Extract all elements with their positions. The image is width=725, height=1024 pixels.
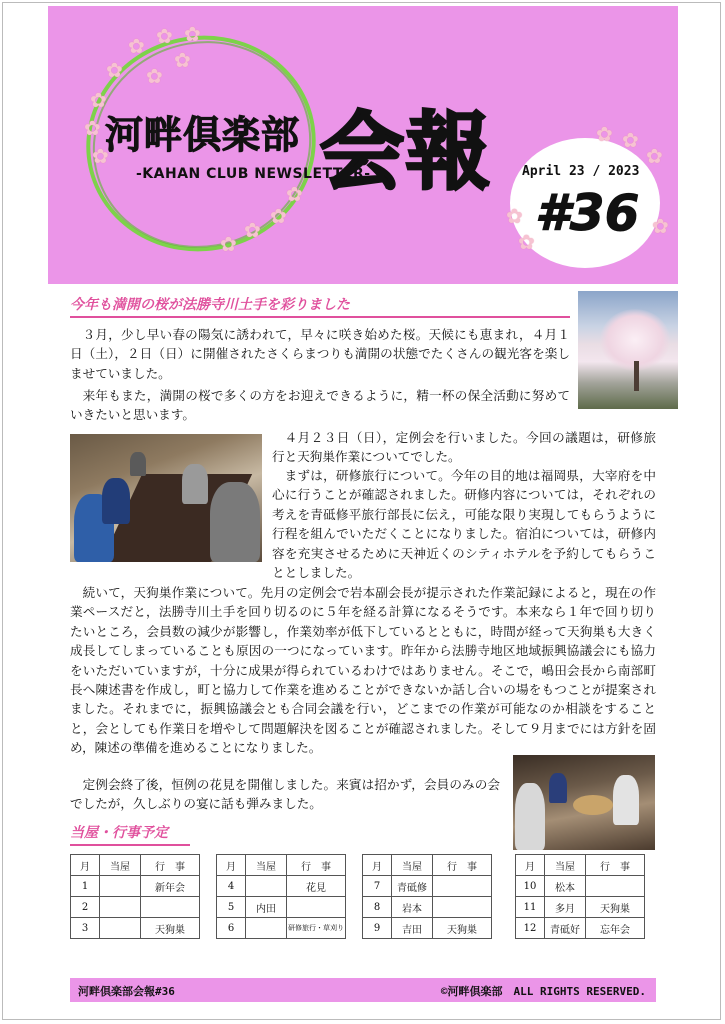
host-cell: 松本	[545, 876, 586, 897]
person-shape	[549, 773, 567, 803]
schedule-title: 当屋・行事予定	[70, 822, 190, 846]
host-cell: 吉田	[392, 918, 433, 939]
article-headline: 今年も満開の桜が法勝寺川土手を彩りました	[70, 294, 570, 318]
blossom-icon: ✿	[518, 230, 535, 254]
blossom-icon: ✿	[286, 182, 303, 206]
event-cell: 研修旅行・草刈り	[287, 918, 346, 939]
paragraph-tengusu: 続いて，天狗巣作業について。先月の定例会で岩本副会長が提示された作業記録によると，現在の作業ペースだと，法勝寺川土手を回り切るのに５年を経る計算になるそうです。本来なら１年で回り切りたいところ，会員数の減少が影響し，作業効率が低下しているとともに，時間が経って天狗巣も大きく成長してしまっていることも原因の一つになっています。昨年から法勝寺地区地域振興協議会にも協力をいただいていますが，十分に成果が得られているわけではありません。そこで，嶋田会長から南部町長へ陳述書を作成し，町と協力して作業を進めることができないか話し合いの場をもつことが提案されました。それまでに，振興協議会とも合同会議を行い，どこまでの作業が可能なのか相談をすることと，会としても作業日を増やして問題解決を図ることが確認されました。そして９月までには方針を固め，陳述の準備を進めることになりました。	[70, 585, 657, 756]
blossom-icon: ✿	[128, 34, 145, 58]
blossom-icon: ✿	[622, 128, 639, 152]
person-shape	[573, 795, 613, 815]
header-event: 行 事	[287, 855, 346, 876]
schedule-row	[217, 897, 346, 918]
header-month: 月	[363, 855, 392, 876]
header-month: 月	[217, 855, 246, 876]
event-cell: 天狗巣	[586, 897, 645, 918]
schedule-header-row	[516, 855, 645, 876]
blossom-icon: ✿	[174, 48, 191, 72]
month-cell: 4	[217, 876, 246, 897]
blossom-icon: ✿	[506, 204, 523, 228]
newsletter-title: 会報	[320, 103, 493, 201]
schedule-row	[516, 918, 645, 939]
blossom-icon: ✿	[90, 88, 107, 112]
schedule-row	[71, 897, 200, 918]
meeting-photo	[70, 434, 262, 562]
person-shape	[102, 478, 130, 524]
schedule-header-row	[217, 855, 346, 876]
month-cell: 2	[71, 897, 100, 918]
header-month: 月	[516, 855, 545, 876]
paragraph-sakura: ３月，少し早い春の陽気に誘われて，早々に咲き始めた桜。天候にも恵まれ，４月１日（土），２日（日）に開催されたさくらまつりも満開の状態でたくさんの観光客を楽しませていました。	[70, 327, 570, 381]
month-cell: 12	[516, 918, 545, 939]
header-host: 当屋	[545, 855, 586, 876]
schedule-table-q1	[70, 854, 200, 939]
month-cell: 5	[217, 897, 246, 918]
month-cell: 3	[71, 918, 100, 939]
footer-issue-label: 河畔倶楽部会報#36	[78, 985, 175, 998]
event-cell: 新年会	[141, 876, 200, 897]
event-cell	[287, 897, 346, 918]
host-cell: 青砥好	[545, 918, 586, 939]
paragraph-hanami: 定例会終了後，恒例の花見を開催しました。来賓は招かず，会員のみの会でしたが，久しぶりの宴に話も弾みました。	[70, 777, 500, 812]
schedule-row	[71, 876, 200, 897]
schedule-header-row	[363, 855, 492, 876]
blossom-icon: ✿	[106, 58, 123, 82]
month-cell: 10	[516, 876, 545, 897]
host-cell	[100, 876, 141, 897]
person-shape	[210, 482, 260, 562]
header-event: 行 事	[586, 855, 645, 876]
blossom-icon: ✿	[220, 232, 237, 256]
blossom-icon: ✿	[244, 218, 261, 242]
event-cell	[433, 876, 492, 897]
hanami-party-photo	[513, 755, 655, 850]
month-cell: 7	[363, 876, 392, 897]
host-cell: 青砥修	[392, 876, 433, 897]
cherry-blossom-photo	[578, 291, 678, 409]
schedule-row	[217, 918, 346, 939]
schedule-header-row	[71, 855, 200, 876]
host-cell	[246, 876, 287, 897]
issue-date: April 23 / 2023	[522, 164, 640, 179]
page-footer	[70, 978, 656, 1002]
person-shape	[515, 783, 545, 850]
schedule-row	[363, 897, 492, 918]
person-shape	[130, 452, 146, 476]
footer-copyright: ©河畔倶楽部 ALL RIGHTS RESERVED.	[440, 985, 646, 998]
header-host: 当屋	[392, 855, 433, 876]
blossom-icon: ✿	[652, 214, 669, 238]
tree-trunk-shape	[634, 361, 639, 391]
blossom-icon: ✿	[84, 116, 101, 140]
schedule-row	[363, 876, 492, 897]
paragraph-next-year: 来年もまた，満開の桜で多くの方をお迎えできるように，精一杯の保全活動に努めていきたいと思います。	[70, 388, 570, 423]
newsletter-subtitle: -KAHAN CLUB NEWSLETTER-	[136, 166, 371, 182]
host-cell: 多月	[545, 897, 586, 918]
host-cell: 内田	[246, 897, 287, 918]
blossom-icon: ✿	[596, 122, 613, 146]
schedule-table-q4	[515, 854, 645, 939]
paragraph-meeting: ４月２３日（日），定例会を行いました。今回の議題は，研修旅行と天狗巣作業についてでした。	[272, 430, 656, 465]
schedule-row	[217, 876, 346, 897]
person-shape	[613, 775, 639, 825]
header-event: 行 事	[141, 855, 200, 876]
schedule-row	[516, 876, 645, 897]
event-cell	[586, 876, 645, 897]
newsletter-header	[48, 6, 678, 284]
host-cell	[100, 918, 141, 939]
club-title: 河畔倶楽部	[105, 113, 301, 157]
host-cell: 岩本	[392, 897, 433, 918]
blossom-icon: ✿	[92, 144, 109, 168]
blossom-icon: ✿	[646, 144, 663, 168]
person-shape	[182, 464, 208, 504]
host-cell	[246, 918, 287, 939]
month-cell: 8	[363, 897, 392, 918]
blossom-icon: ✿	[184, 22, 201, 46]
header-event: 行 事	[433, 855, 492, 876]
header-host: 当屋	[100, 855, 141, 876]
month-cell: 11	[516, 897, 545, 918]
month-cell: 6	[217, 918, 246, 939]
blossom-icon: ✿	[156, 24, 173, 48]
schedule-row	[516, 897, 645, 918]
host-cell	[100, 897, 141, 918]
schedule-row	[71, 918, 200, 939]
event-cell: 花見	[287, 876, 346, 897]
header-host: 当屋	[246, 855, 287, 876]
month-cell: 1	[71, 876, 100, 897]
event-cell	[141, 897, 200, 918]
issue-number: #36	[535, 184, 640, 242]
paragraph-study-trip: まずは，研修旅行について。今年の目的地は福岡県，大宰府を中心に行うことが確認されました。研修内容については，それぞれの考えを青砥修平旅行部長に伝え，可能な限り実現してもらうように行程を組んでいただくことになりました。宿泊については，研修内容を充実させるために天神近くのシティホテルを予約してもらうこととしました。	[272, 468, 656, 581]
event-cell: 天狗巣	[141, 918, 200, 939]
schedule-row	[363, 918, 492, 939]
month-cell: 9	[363, 918, 392, 939]
header-month: 月	[71, 855, 100, 876]
schedule-table-q2	[216, 854, 346, 939]
blossom-icon: ✿	[270, 204, 287, 228]
blossom-icon: ✿	[146, 64, 163, 88]
event-cell: 天狗巣	[433, 918, 492, 939]
schedule-table-q3	[362, 854, 492, 939]
event-cell	[433, 897, 492, 918]
event-cell: 忘年会	[586, 918, 645, 939]
